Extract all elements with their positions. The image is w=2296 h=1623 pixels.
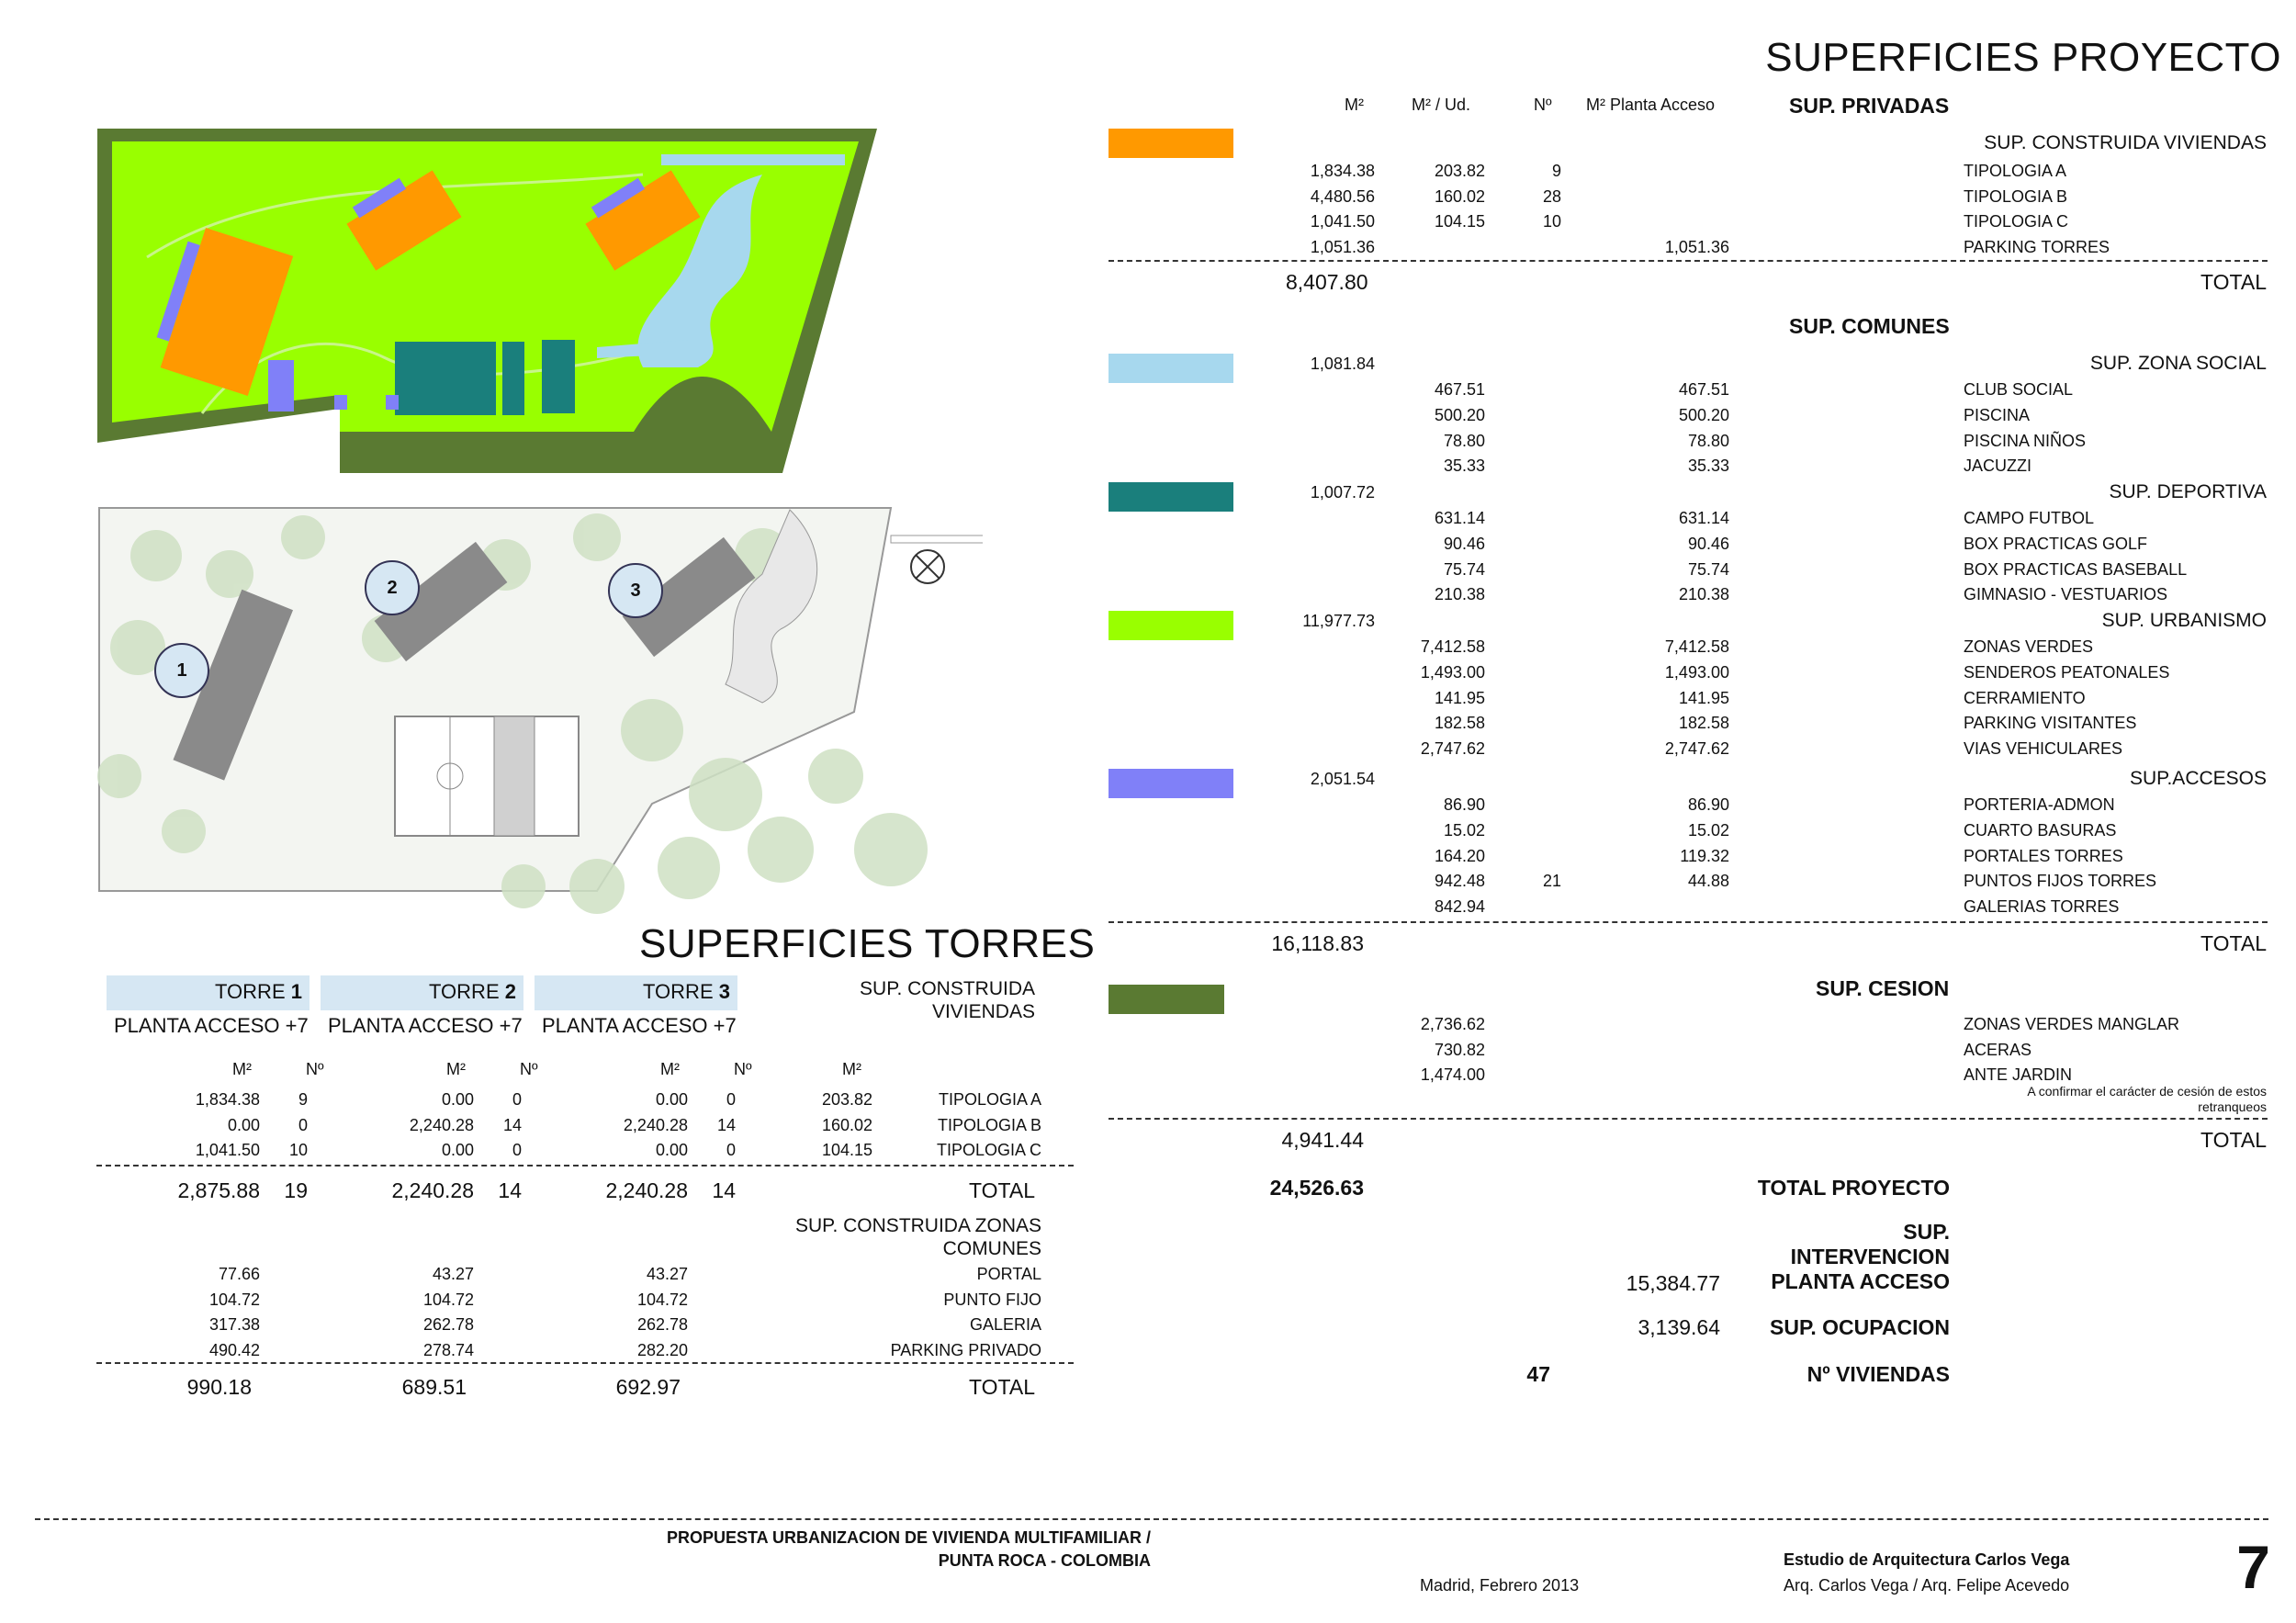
- footer-studio: Estudio de Arquitectura Carlos Vega: [1784, 1550, 2070, 1569]
- cell-label: ACERAS: [1964, 1040, 2032, 1059]
- intervencion-label: SUP. INTERVENCION PLANTA ACCESO: [1771, 1220, 1950, 1293]
- cell-m2: 1,834.38: [1310, 162, 1375, 180]
- cell-label: TIPOLOGIA C: [936, 1141, 1041, 1159]
- t2: 689.51: [401, 1375, 467, 1399]
- comunes-row: [0, 432, 2296, 454]
- t2-n: 14: [502, 1115, 522, 1134]
- comunes-row: [0, 739, 2296, 761]
- cell-ud: 730.82: [1434, 1040, 1485, 1059]
- cell-planta: 7,412.58: [1664, 637, 1729, 656]
- cell-label: JACUZZI: [1964, 456, 2032, 476]
- comunes-group-m2: 1,007.72: [1310, 483, 1375, 502]
- cell-ud: 35.33: [1443, 456, 1485, 476]
- cell-ud: 1,493.00: [1420, 662, 1485, 682]
- t1-m2: 1,041.50: [195, 1141, 260, 1159]
- cesion-row: [0, 1065, 2296, 1088]
- cell-label: ZONAS VERDES: [1964, 637, 2094, 656]
- comunes-row: [0, 795, 2296, 817]
- cell-label: TIPOLOGIA A: [938, 1090, 1041, 1109]
- t3-m2: 0.00: [655, 1090, 688, 1109]
- comunes-total-value: 16,118.83: [1271, 931, 1364, 955]
- cell-m2: 1,041.50: [1310, 212, 1375, 231]
- torre-1-header: TORRE 1: [107, 975, 310, 1010]
- t2-n: 0: [512, 1090, 522, 1109]
- privadas-row: [0, 238, 2296, 260]
- t2-m2: 0.00: [441, 1090, 474, 1109]
- cell-planta: 631.14: [1678, 509, 1729, 527]
- divider: [1109, 921, 2268, 923]
- t2-m2: 0.00: [441, 1141, 474, 1159]
- t1-n: 9: [298, 1090, 308, 1109]
- cell-label: GALERIAS TORRES: [1964, 897, 2120, 917]
- cell-label: VIAS VEHICULARES: [1964, 739, 2123, 759]
- ocupacion-value: 3,139.64: [1638, 1315, 1720, 1339]
- comunes-group-m2: 11,977.73: [1302, 612, 1375, 630]
- cell-ud: 500.20: [1434, 405, 1485, 424]
- cell-planta: 1,493.00: [1664, 662, 1729, 682]
- comunes-row: [0, 689, 2296, 711]
- cell-ud: 942.48: [1434, 872, 1485, 891]
- cell-label: CAMPO FUTBOL: [1964, 509, 2095, 527]
- t3-m2: 0.00: [655, 1141, 688, 1159]
- cell-label: CLUB SOCIAL: [1964, 380, 2074, 399]
- cell-planta: 210.38: [1678, 585, 1729, 604]
- cell-label: PARKING PRIVADO: [890, 1340, 1041, 1359]
- comunes-row: [0, 535, 2296, 557]
- cell-planta: 75.74: [1687, 559, 1729, 579]
- torre-2-header: TORRE 2: [321, 975, 523, 1010]
- privadas-row: [0, 212, 2296, 234]
- t2-m2: 2,240.28: [409, 1115, 474, 1134]
- torres-title: SUPERFICIES TORRES: [639, 921, 1096, 966]
- cell-label: TIPOLOGIA B: [937, 1115, 1041, 1134]
- t2: 262.78: [422, 1315, 474, 1334]
- t3: 282.20: [636, 1340, 688, 1359]
- cell-ud: 1,474.00: [1420, 1065, 1485, 1084]
- comunes-row: [0, 509, 2296, 531]
- col-header-n: Nº: [306, 1060, 324, 1078]
- col-header-m2: M²: [1345, 96, 1364, 114]
- cell-label: PISCINA: [1964, 405, 2031, 424]
- cesion-total-value: 4,941.44: [1281, 1128, 1364, 1152]
- comunes-group-m2: 1,081.84: [1310, 355, 1375, 373]
- cell-ud: 467.51: [1434, 380, 1485, 399]
- t3-n: 0: [726, 1090, 736, 1109]
- t2: 43.27: [432, 1265, 474, 1283]
- t3-n: 14: [712, 1178, 736, 1202]
- cell-label: PISCINA NIÑOS: [1964, 431, 2087, 450]
- cell-ud: 141.95: [1434, 688, 1485, 707]
- comunes-row: [0, 585, 2296, 607]
- torre-1-planta: PLANTA ACCESO +7: [114, 1014, 309, 1037]
- cell-label: PORTAL: [976, 1265, 1041, 1283]
- torre-3-planta: PLANTA ACCESO +7: [542, 1014, 737, 1037]
- total-proyecto-value: 24,526.63: [1269, 1176, 1364, 1200]
- t3: 692.97: [615, 1375, 681, 1399]
- comunes-total-label: TOTAL: [2200, 931, 2267, 955]
- cell-n: 9: [1551, 162, 1561, 180]
- torres-zonas-row: [0, 1315, 2296, 1337]
- t1: 990.18: [186, 1375, 252, 1399]
- cell-ud: 104.15: [1434, 212, 1485, 231]
- viviendas-label: Nº VIVIENDAS: [1806, 1362, 1950, 1386]
- col-header-m2: M²: [842, 1060, 861, 1078]
- cell-planta: 1,051.36: [1664, 237, 1729, 256]
- sub-construida-zonas: SUP. CONSTRUIDA ZONAS COMUNES: [795, 1215, 1041, 1259]
- divider: [96, 1165, 1074, 1167]
- cell-m2: 104.15: [821, 1141, 872, 1159]
- cell-planta: 86.90: [1687, 795, 1729, 814]
- cell-ud: 15.02: [1443, 820, 1485, 840]
- cell-label: ANTE JARDIN: [1964, 1065, 2073, 1084]
- torre-2-planta: PLANTA ACCESO +7: [328, 1014, 523, 1037]
- t1: 104.72: [208, 1290, 260, 1309]
- cell-label: PUNTO FIJO: [943, 1290, 1041, 1309]
- cell-label: GALERIA: [969, 1315, 1041, 1334]
- cell-planta: 119.32: [1680, 846, 1729, 865]
- comunes-group-subtitle: SUP. DEPORTIVA: [2109, 481, 2267, 502]
- torres-zonas-row: [0, 1341, 2296, 1363]
- footer-architects: Arq. Carlos Vega / Arq. Felipe Acevedo: [1784, 1576, 2070, 1595]
- cell-ud: 842.94: [1434, 897, 1485, 917]
- cell-n: 21: [1542, 872, 1561, 891]
- cell-m2: 4,480.56: [1310, 186, 1375, 206]
- comunes-swatch: [1109, 611, 1233, 640]
- cesion-note: A confirmar el carácter de cesión de estos retranqueos: [2027, 1084, 2267, 1114]
- comunes-group-m2: 2,051.54: [1310, 770, 1375, 788]
- footer-divider: [35, 1518, 2268, 1520]
- comunes-row: [0, 663, 2296, 685]
- cell-ud: 203.82: [1434, 162, 1485, 180]
- col-header-m2: M²: [446, 1060, 466, 1078]
- cesion-total-label: TOTAL: [2200, 1128, 2267, 1152]
- footer-date: Madrid, Febrero 2013: [1420, 1576, 1580, 1595]
- comunes-row: [0, 456, 2296, 479]
- comunes-swatch: [1109, 769, 1233, 798]
- torres-viv-row: [0, 1090, 2296, 1112]
- cell-label: ZONAS VERDES MANGLAR: [1964, 1015, 2180, 1033]
- t2-n: 14: [498, 1178, 522, 1202]
- cell-ud: 210.38: [1434, 585, 1485, 604]
- cell-planta: 78.80: [1687, 431, 1729, 450]
- tower-marker-3: 3: [608, 563, 663, 618]
- comunes-row: [0, 380, 2296, 402]
- cell-ud: 78.80: [1443, 431, 1485, 450]
- footer-project: PROPUESTA URBANIZACION DE VIVIENDA MULTIFAMILIAR / PUNTA ROCA - COLOMBIA: [666, 1528, 1151, 1570]
- col-header-n: Nº: [1534, 96, 1552, 114]
- t1: 77.66: [218, 1265, 260, 1283]
- t1-m2: 2,875.88: [177, 1178, 260, 1202]
- cell-label: CERRAMIENTO: [1964, 688, 2086, 707]
- t3-m2: 2,240.28: [605, 1178, 688, 1202]
- cell-label: TOTAL: [969, 1178, 1035, 1202]
- col-header-n: Nº: [520, 1060, 538, 1078]
- total-proyecto-label: TOTAL PROYECTO: [1757, 1176, 1950, 1200]
- comunes-row: [0, 872, 2296, 894]
- cell-label: SENDEROS PEATONALES: [1964, 662, 2170, 682]
- torres-zonas-row: [0, 1291, 2296, 1313]
- cesion-title: SUP. CESION: [1816, 976, 1950, 1000]
- torre-3-header: TORRE 3: [535, 975, 737, 1010]
- t1-n: 10: [288, 1141, 308, 1159]
- privadas-total-label: TOTAL: [2200, 270, 2267, 294]
- tower-marker-1: 1: [154, 643, 209, 698]
- t3-n: 14: [716, 1115, 736, 1134]
- viviendas-value: 47: [1526, 1362, 1550, 1386]
- cell-ud: 2,747.62: [1420, 739, 1485, 759]
- torres-viv-row: [0, 1141, 2296, 1163]
- cell-ud: 90.46: [1443, 534, 1485, 553]
- t3: 104.72: [636, 1290, 688, 1309]
- cell-m2: 160.02: [821, 1115, 872, 1134]
- privadas-row: [0, 187, 2296, 209]
- comunes-swatch: [1109, 482, 1233, 512]
- cell-label: TIPOLOGIA A: [1964, 162, 2067, 180]
- cell-label: PORTALES TORRES: [1964, 846, 2123, 865]
- comunes-row: [0, 897, 2296, 919]
- comunes-row: [0, 406, 2296, 428]
- cell-n: 28: [1542, 186, 1561, 206]
- privadas-title: SUP. PRIVADAS: [1789, 94, 1950, 118]
- cell-label: TOTAL: [969, 1375, 1035, 1399]
- torres-zonas-row: [0, 1265, 2296, 1287]
- t2: 278.74: [422, 1340, 474, 1359]
- ocupacion-label: SUP. OCUPACION: [1770, 1315, 1950, 1339]
- comunes-row: [0, 637, 2296, 659]
- cell-ud: 86.90: [1443, 795, 1485, 814]
- comunes-row: [0, 714, 2296, 736]
- cell-label: PUNTOS FIJOS TORRES: [1964, 872, 2157, 891]
- cell-label: GIMNASIO - VESTUARIOS: [1964, 585, 2168, 604]
- privadas-row: [0, 162, 2296, 184]
- comunes-group-subtitle: SUP. URBANISMO: [2101, 610, 2267, 631]
- cell-ud: 160.02: [1434, 186, 1485, 206]
- cell-planta: 500.20: [1678, 405, 1729, 424]
- t3-m2: 2,240.28: [623, 1115, 688, 1134]
- proyecto-title: SUPERFICIES PROYECTO: [1765, 35, 2281, 80]
- privadas-total-value: 8,407.80: [1286, 270, 1368, 294]
- cell-planta: 467.51: [1678, 380, 1729, 399]
- cell-ud: 164.20: [1434, 846, 1485, 865]
- cell-label: CUARTO BASURAS: [1964, 820, 2117, 840]
- t2: 104.72: [422, 1290, 474, 1309]
- t1-n: 19: [284, 1178, 308, 1202]
- t3: 262.78: [636, 1315, 688, 1334]
- comunes-row: [0, 847, 2296, 869]
- page-number: 7: [2236, 1533, 2270, 1601]
- comunes-group-subtitle: SUP.ACCESOS: [2130, 768, 2267, 789]
- cell-n: 10: [1542, 212, 1561, 231]
- col-header-m2: M²: [660, 1060, 680, 1078]
- cell-label: PORTERIA-ADMON: [1964, 795, 2115, 814]
- cell-label: BOX PRACTICAS GOLF: [1964, 534, 2148, 553]
- cell-m2: 1,051.36: [1310, 237, 1375, 256]
- cell-planta: 182.58: [1678, 714, 1729, 733]
- cell-planta: 44.88: [1687, 872, 1729, 891]
- cell-label: TIPOLOGIA C: [1964, 212, 2069, 231]
- t1: 317.38: [208, 1315, 260, 1334]
- cell-ud: 631.14: [1434, 509, 1485, 527]
- cell-planta: 15.02: [1687, 820, 1729, 840]
- divider: [1109, 260, 2268, 262]
- cell-label: PARKING VISITANTES: [1964, 714, 2137, 733]
- cell-planta: 35.33: [1687, 456, 1729, 476]
- cell-ud: 7,412.58: [1420, 637, 1485, 656]
- cell-planta: 141.95: [1678, 688, 1729, 707]
- privadas-subtitle: SUP. CONSTRUIDA VIVIENDAS: [1984, 132, 2267, 153]
- sub-construida-viviendas: SUP. CONSTRUIDA VIVIENDAS: [860, 978, 1035, 1022]
- comunes-row: [0, 560, 2296, 582]
- cesion-swatch: [1109, 985, 1224, 1014]
- t2-m2: 2,240.28: [391, 1178, 474, 1202]
- col-header-planta: M² Planta Acceso: [1586, 96, 1716, 114]
- cell-ud: 2,736.62: [1420, 1015, 1485, 1033]
- t3-n: 0: [726, 1141, 736, 1159]
- torres-viv-row: [0, 1116, 2296, 1138]
- comunes-group-subtitle: SUP. ZONA SOCIAL: [2089, 353, 2267, 374]
- t1-n: 0: [298, 1115, 308, 1134]
- comunes-row: [0, 821, 2296, 843]
- cell-label: PARKING TORRES: [1964, 237, 2110, 256]
- cell-label: BOX PRACTICAS BASEBALL: [1964, 559, 2188, 579]
- cell-m2: 203.82: [821, 1090, 872, 1109]
- privadas-swatch: [1109, 129, 1233, 158]
- comunes-swatch: [1109, 354, 1233, 383]
- col-header-m2: M²: [232, 1060, 252, 1078]
- col-header-m2-ud: M² / Ud.: [1412, 96, 1471, 114]
- t2-n: 0: [512, 1141, 522, 1159]
- comunes-title: SUP. COMUNES: [1789, 314, 1950, 338]
- torres-viv-totals-row: [0, 1178, 2296, 1200]
- t1-m2: 1,834.38: [195, 1090, 260, 1109]
- divider: [96, 1362, 1074, 1364]
- torres-zonas-totals-row: [0, 1375, 2296, 1397]
- t1: 490.42: [208, 1340, 260, 1359]
- t1-m2: 0.00: [227, 1115, 260, 1134]
- t3: 43.27: [646, 1265, 688, 1283]
- col-header-n: Nº: [734, 1060, 752, 1078]
- cell-ud: 75.74: [1443, 559, 1485, 579]
- cesion-row: [0, 1041, 2296, 1063]
- tower-marker-2: 2: [365, 560, 420, 615]
- cell-label: TIPOLOGIA B: [1964, 186, 2068, 206]
- cell-planta: 90.46: [1687, 534, 1729, 553]
- cell-ud: 182.58: [1434, 714, 1485, 733]
- intervencion-value: 15,384.77: [1626, 1271, 1720, 1295]
- cell-planta: 2,747.62: [1664, 739, 1729, 759]
